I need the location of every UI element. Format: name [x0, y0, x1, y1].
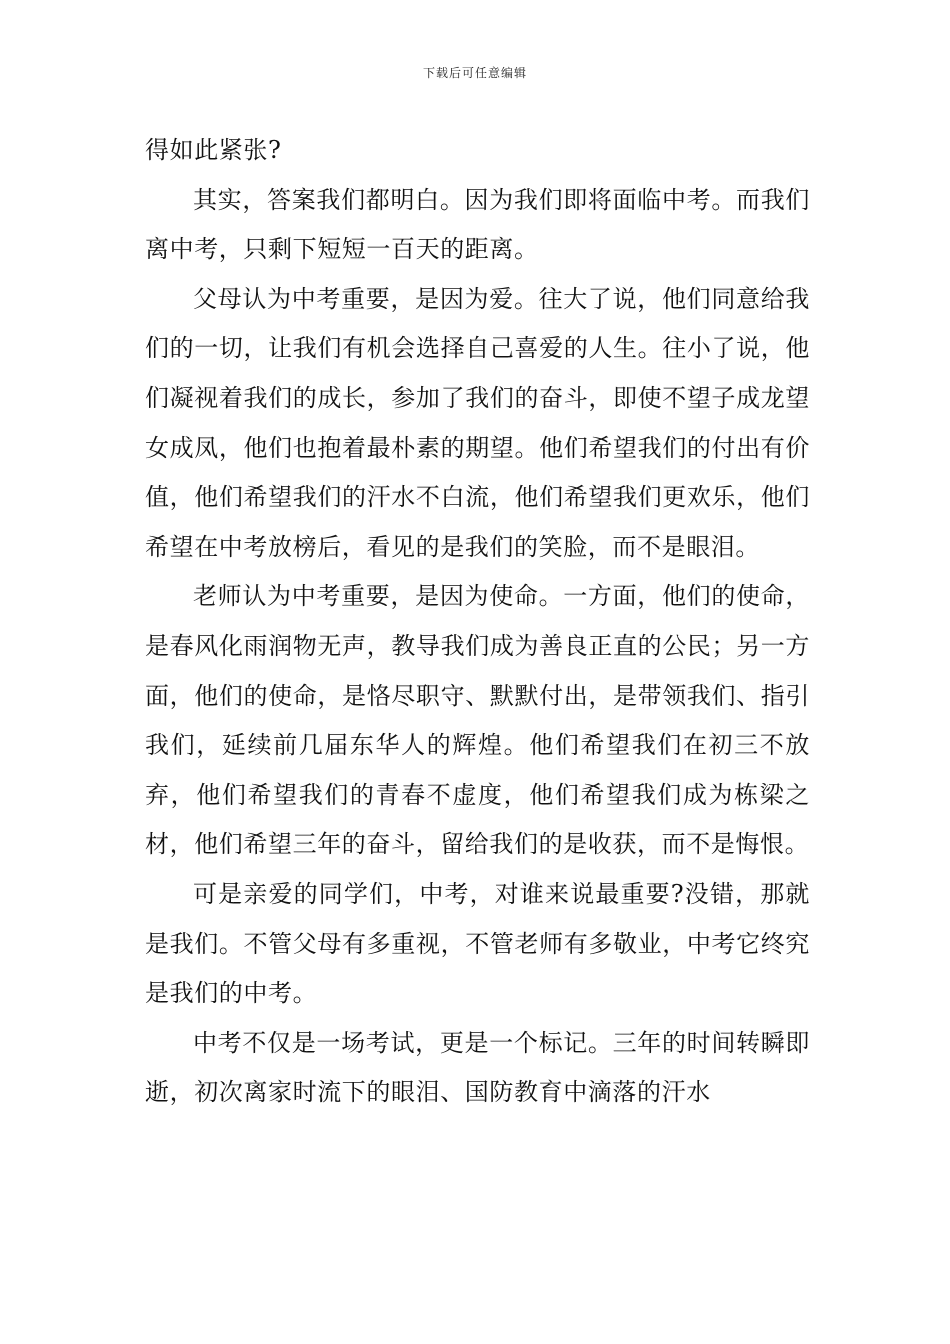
paragraph: 父母认为中考重要，是因为爱。往大了说，他们同意给我们的一切，让我们有机会选择自己喜爱的人生。往小了说，他们凝视着我们的成长，参加了我们的奋斗，即使不望子成龙望女成凤，他们也抱着最朴素的期望。他们希望我们的付出有价值，他们希望我们的汗水不白流，他们希望我们更欢乐，他们希望在中考放榜后，看见的是我们的笑脸，而不是眼泪。 — [145, 284, 810, 561]
document-body — [145, 126, 810, 1118]
paragraph: 中考不仅是一场考试，更是一个标记。三年的时间转瞬即逝，初次离家时流下的眼泪、国防教育中滴落的汗水 — [145, 1028, 810, 1107]
paragraph: 老师认为中考重要，是因为使命。一方面，他们的使命，是春风化雨润物无声，教导我们成为善良正直的公民；另一方面，他们的使命，是恪尽职守、默默付出，是带领我们、指引我们，延续前几届东华人的辉煌。他们希望我们在初三不放弃，他们希望我们的青春不虚度，他们希望我们成为栋梁之材，他们希望三年的奋斗，留给我们的是收获，而不是悔恨。 — [145, 582, 810, 859]
paragraph: 得如此紧张? — [145, 136, 282, 164]
paragraph: 其实，答案我们都明白。因为我们即将面临中考。而我们离中考，只剩下短短一百天的距离。 — [145, 185, 810, 264]
page-header: 下载后可任意编辑 — [422, 66, 527, 80]
paragraph: 可是亲爱的同学们，中考，对谁来说最重要?没错，那就是我们。不管父母有多重视，不管老师有多敬业，中考它终究是我们的中考。 — [145, 879, 810, 1008]
